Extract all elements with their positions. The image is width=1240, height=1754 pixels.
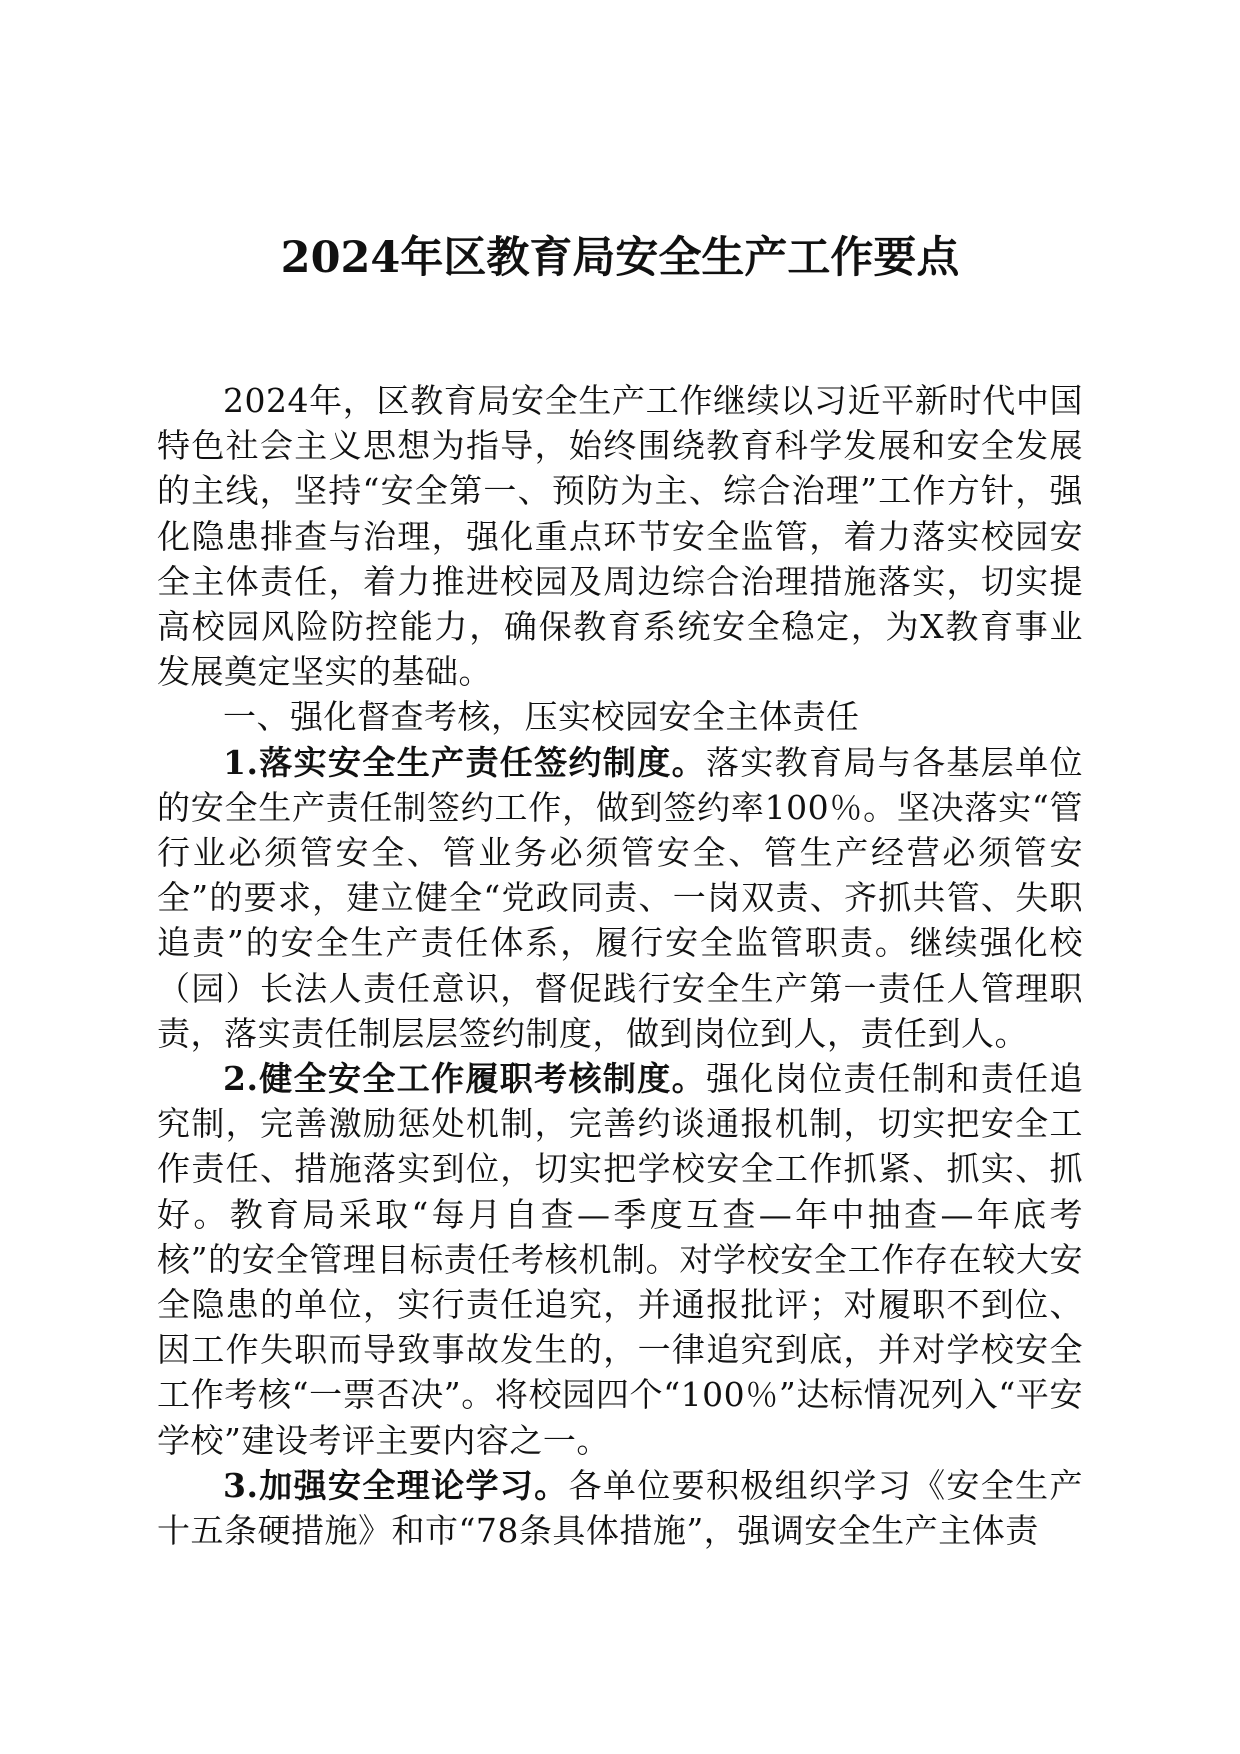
intro-paragraph: 2024年，区教育局安全生产工作继续以习近平新时代中国特色社会主义思想为指导，始终围绕教育科学发展和安全发展的主线，坚持“安全第一、预防为主、综合治理”工作方针，强化隐患排查与治理，强化重点环节安全监管，着力落实校园安全主体责任，着力推进校园及周边综合治理措施落实，切实提高校园风险防控能力，确保教育系统安全稳定，为X教育事业发展奠定坚实的基础。 <box>157 381 1083 692</box>
item-text-2: 强化岗位责任制和责任追究制，完善激励惩处机制，完善约谈通报机制，切实把安全工作责任、措施落实到位，切实把学校安全工作抓紧、抓实、抓好。教育局采取“每月自查—季度互查—年中抽查—年底考核”的安全管理目标责任考核机制。对学校安全工作存在较大安全隐患的单位，实行责任追究，并通报批评；对履职不到位、因工作失职而导致事故发生的，一律追究到底，并对学校安全工作考核“一票否决”。将校园四个“100％”达标情况列入“平安学校”建设考评主要内容之一。 <box>157 1059 1083 1460</box>
item-text-3: 各单位要积极组织学习《安全生产十五条硬措施》和市“78条具体措施”，强调安全生产主体责 <box>157 1465 1084 1551</box>
item-lead-2: 2.健全安全工作履职考核制度。 <box>223 1059 706 1099</box>
item-text-1: 落实教育局与各基层单位的安全生产责任制签约工作，做到签约率100％。坚决落实“管行业必须管安全、管业务必须管安全、管生产经营必须管安全”的要求，建立健全“党政同责、一岗双责、齐抓共管、失职追责”的安全生产责任体系，履行安全监管职责。继续强化校（园）长法人责任意识，督促践行安全生产第一责任人管理职责，落实责任制层层签约制度，做到岗位到人，责任到人。 <box>157 742 1083 1053</box>
item-paragraph-1 <box>157 740 1083 1056</box>
item-paragraph-3 <box>157 1463 1083 1553</box>
item-lead-1: 1.落实安全生产责任签约制度。 <box>223 742 706 782</box>
document-title: 2024年区教育局安全生产工作要点 <box>280 233 960 283</box>
section-heading-1: 一、强化督查考核，压实校园安全主体责任 <box>223 697 860 737</box>
item-lead-3: 3.加强安全理论学习。 <box>223 1465 569 1505</box>
document-body <box>157 378 1083 1553</box>
item-paragraph-2 <box>157 1056 1083 1463</box>
